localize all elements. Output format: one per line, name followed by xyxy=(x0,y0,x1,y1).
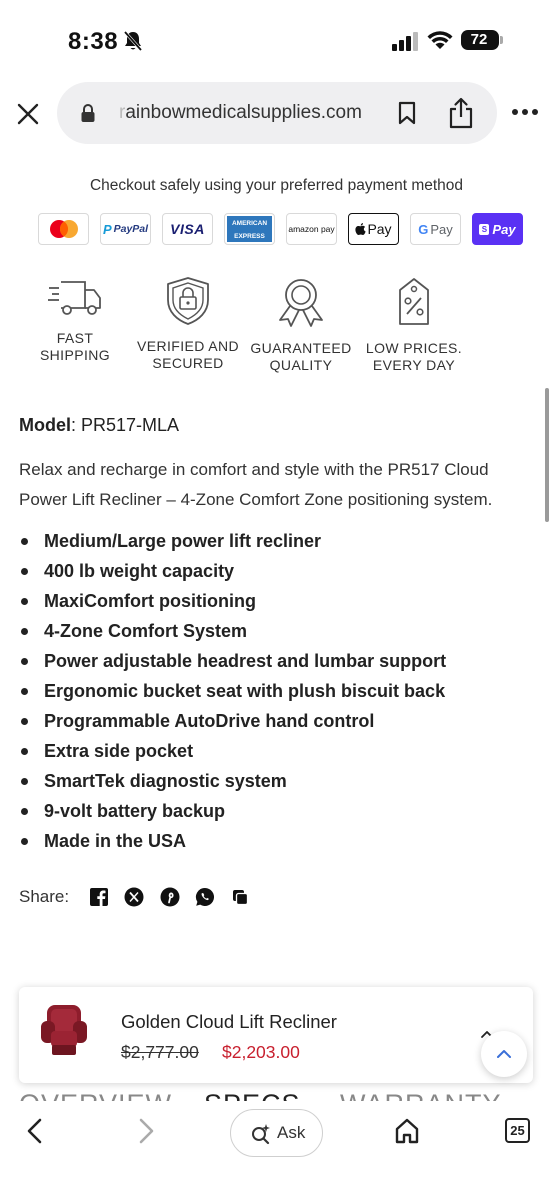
list-item: Power adjustable headrest and lumbar support xyxy=(19,646,539,676)
feature-label-line2: QUALITY xyxy=(269,357,333,373)
feature-verified-secured xyxy=(133,276,243,372)
scrollbar[interactable] xyxy=(545,388,549,522)
feature-label-line1: FAST xyxy=(56,330,94,346)
sticky-product-bar xyxy=(19,987,533,1083)
whatsapp-icon[interactable] xyxy=(195,887,215,907)
ask-label: Ask xyxy=(277,1123,306,1142)
list-item: 4-Zone Comfort System xyxy=(19,616,539,646)
battery-indicator xyxy=(461,29,503,51)
payment-methods xyxy=(38,213,523,245)
forward-icon[interactable] xyxy=(135,1117,157,1145)
home-icon[interactable] xyxy=(394,1117,420,1145)
list-item: 400 lb weight capacity xyxy=(19,556,539,586)
list-item: Medium/Large power lift recliner xyxy=(19,526,539,556)
feature-label-line1: VERIFIED AND xyxy=(136,338,240,354)
feature-guaranteed-quality xyxy=(246,276,356,374)
browser-bottom-nav xyxy=(0,1101,553,1200)
address-bar[interactable] xyxy=(57,82,497,144)
feature-fast-shipping xyxy=(20,276,130,364)
bookmark-icon[interactable] xyxy=(397,101,417,125)
feature-label-line1: LOW PRICES. xyxy=(365,340,463,356)
paypal-icon: P PayPal xyxy=(100,213,151,245)
list-item: SmartTek diagnostic system xyxy=(19,766,539,796)
list-item: Programmable AutoDrive hand control xyxy=(19,706,539,736)
feature-low-prices xyxy=(359,276,469,374)
status-bar xyxy=(0,0,553,80)
chevron-up-icon xyxy=(481,1031,527,1077)
bell-off-icon xyxy=(123,30,143,52)
share-label: Share: xyxy=(19,887,70,906)
sparkle-search-icon xyxy=(249,1123,271,1145)
list-item: Made in the USA xyxy=(19,826,539,856)
apple-pay-icon: Pay xyxy=(348,213,399,245)
ask-button[interactable] xyxy=(230,1109,323,1157)
visa-icon: VISA xyxy=(162,213,213,245)
scroll-to-top-button[interactable] xyxy=(481,1031,527,1077)
amazon-pay-icon: amazon pay xyxy=(286,213,337,245)
tab-count-button[interactable]: 25 xyxy=(505,1118,530,1143)
product-name[interactable]: Golden Cloud Lift Recliner xyxy=(121,1011,337,1032)
product-description: Relax and recharge in comfort and style with the PR517 Cloud Power Lift Recliner – 4-Zone Comfort Zone positioning system. xyxy=(19,460,493,509)
pinterest-icon[interactable] xyxy=(160,887,180,907)
feature-label-line1: GUARANTEED xyxy=(250,340,352,356)
back-icon[interactable] xyxy=(24,1117,46,1145)
amex-icon: AMERICAN EXPRESS xyxy=(224,213,275,245)
list-item: Extra side pocket xyxy=(19,736,539,766)
google-pay-icon: G Pay xyxy=(410,213,461,245)
price-tag-icon xyxy=(390,276,438,328)
list-item: Ergonomic bucket seat with plush biscuit back xyxy=(19,676,539,706)
shop-pay-icon: S Pay xyxy=(472,213,523,245)
feature-label-line2: SHIPPING xyxy=(39,347,111,363)
wifi-icon xyxy=(426,29,454,51)
list-item: 9-volt battery backup xyxy=(19,796,539,826)
url-text: rainbowmedicalsupplies.com xyxy=(119,102,362,123)
truck-icon xyxy=(47,276,103,318)
close-icon[interactable] xyxy=(14,100,42,128)
model-number: Model: PR517-MLA xyxy=(19,415,180,435)
battery-level: 72 xyxy=(470,31,488,48)
facebook-icon[interactable] xyxy=(89,887,109,907)
more-options-icon[interactable] xyxy=(511,106,539,118)
shield-lock-icon xyxy=(164,276,212,326)
sale-price: $2,203.00 xyxy=(222,1042,300,1062)
list-item: MaxiComfort positioning xyxy=(19,586,539,616)
feature-list xyxy=(19,526,539,856)
cellular-signal-icon xyxy=(392,31,420,51)
checkout-text: Checkout safely using your preferred payment method xyxy=(89,177,464,194)
product-thumbnail xyxy=(39,1001,93,1061)
feature-label-line2: EVERY DAY xyxy=(372,357,456,373)
lock-icon xyxy=(80,103,96,123)
feature-label-line2: SECURED xyxy=(152,355,224,371)
x-icon[interactable] xyxy=(124,887,144,907)
share-icon[interactable] xyxy=(447,96,475,130)
ribbon-badge-icon xyxy=(275,276,327,328)
status-time: 8:38 xyxy=(68,28,119,55)
mastercard-icon xyxy=(38,213,89,245)
original-price: $2,777.00 xyxy=(121,1042,199,1062)
product-tabs xyxy=(0,1087,553,1101)
copy-link-icon[interactable] xyxy=(230,887,250,907)
